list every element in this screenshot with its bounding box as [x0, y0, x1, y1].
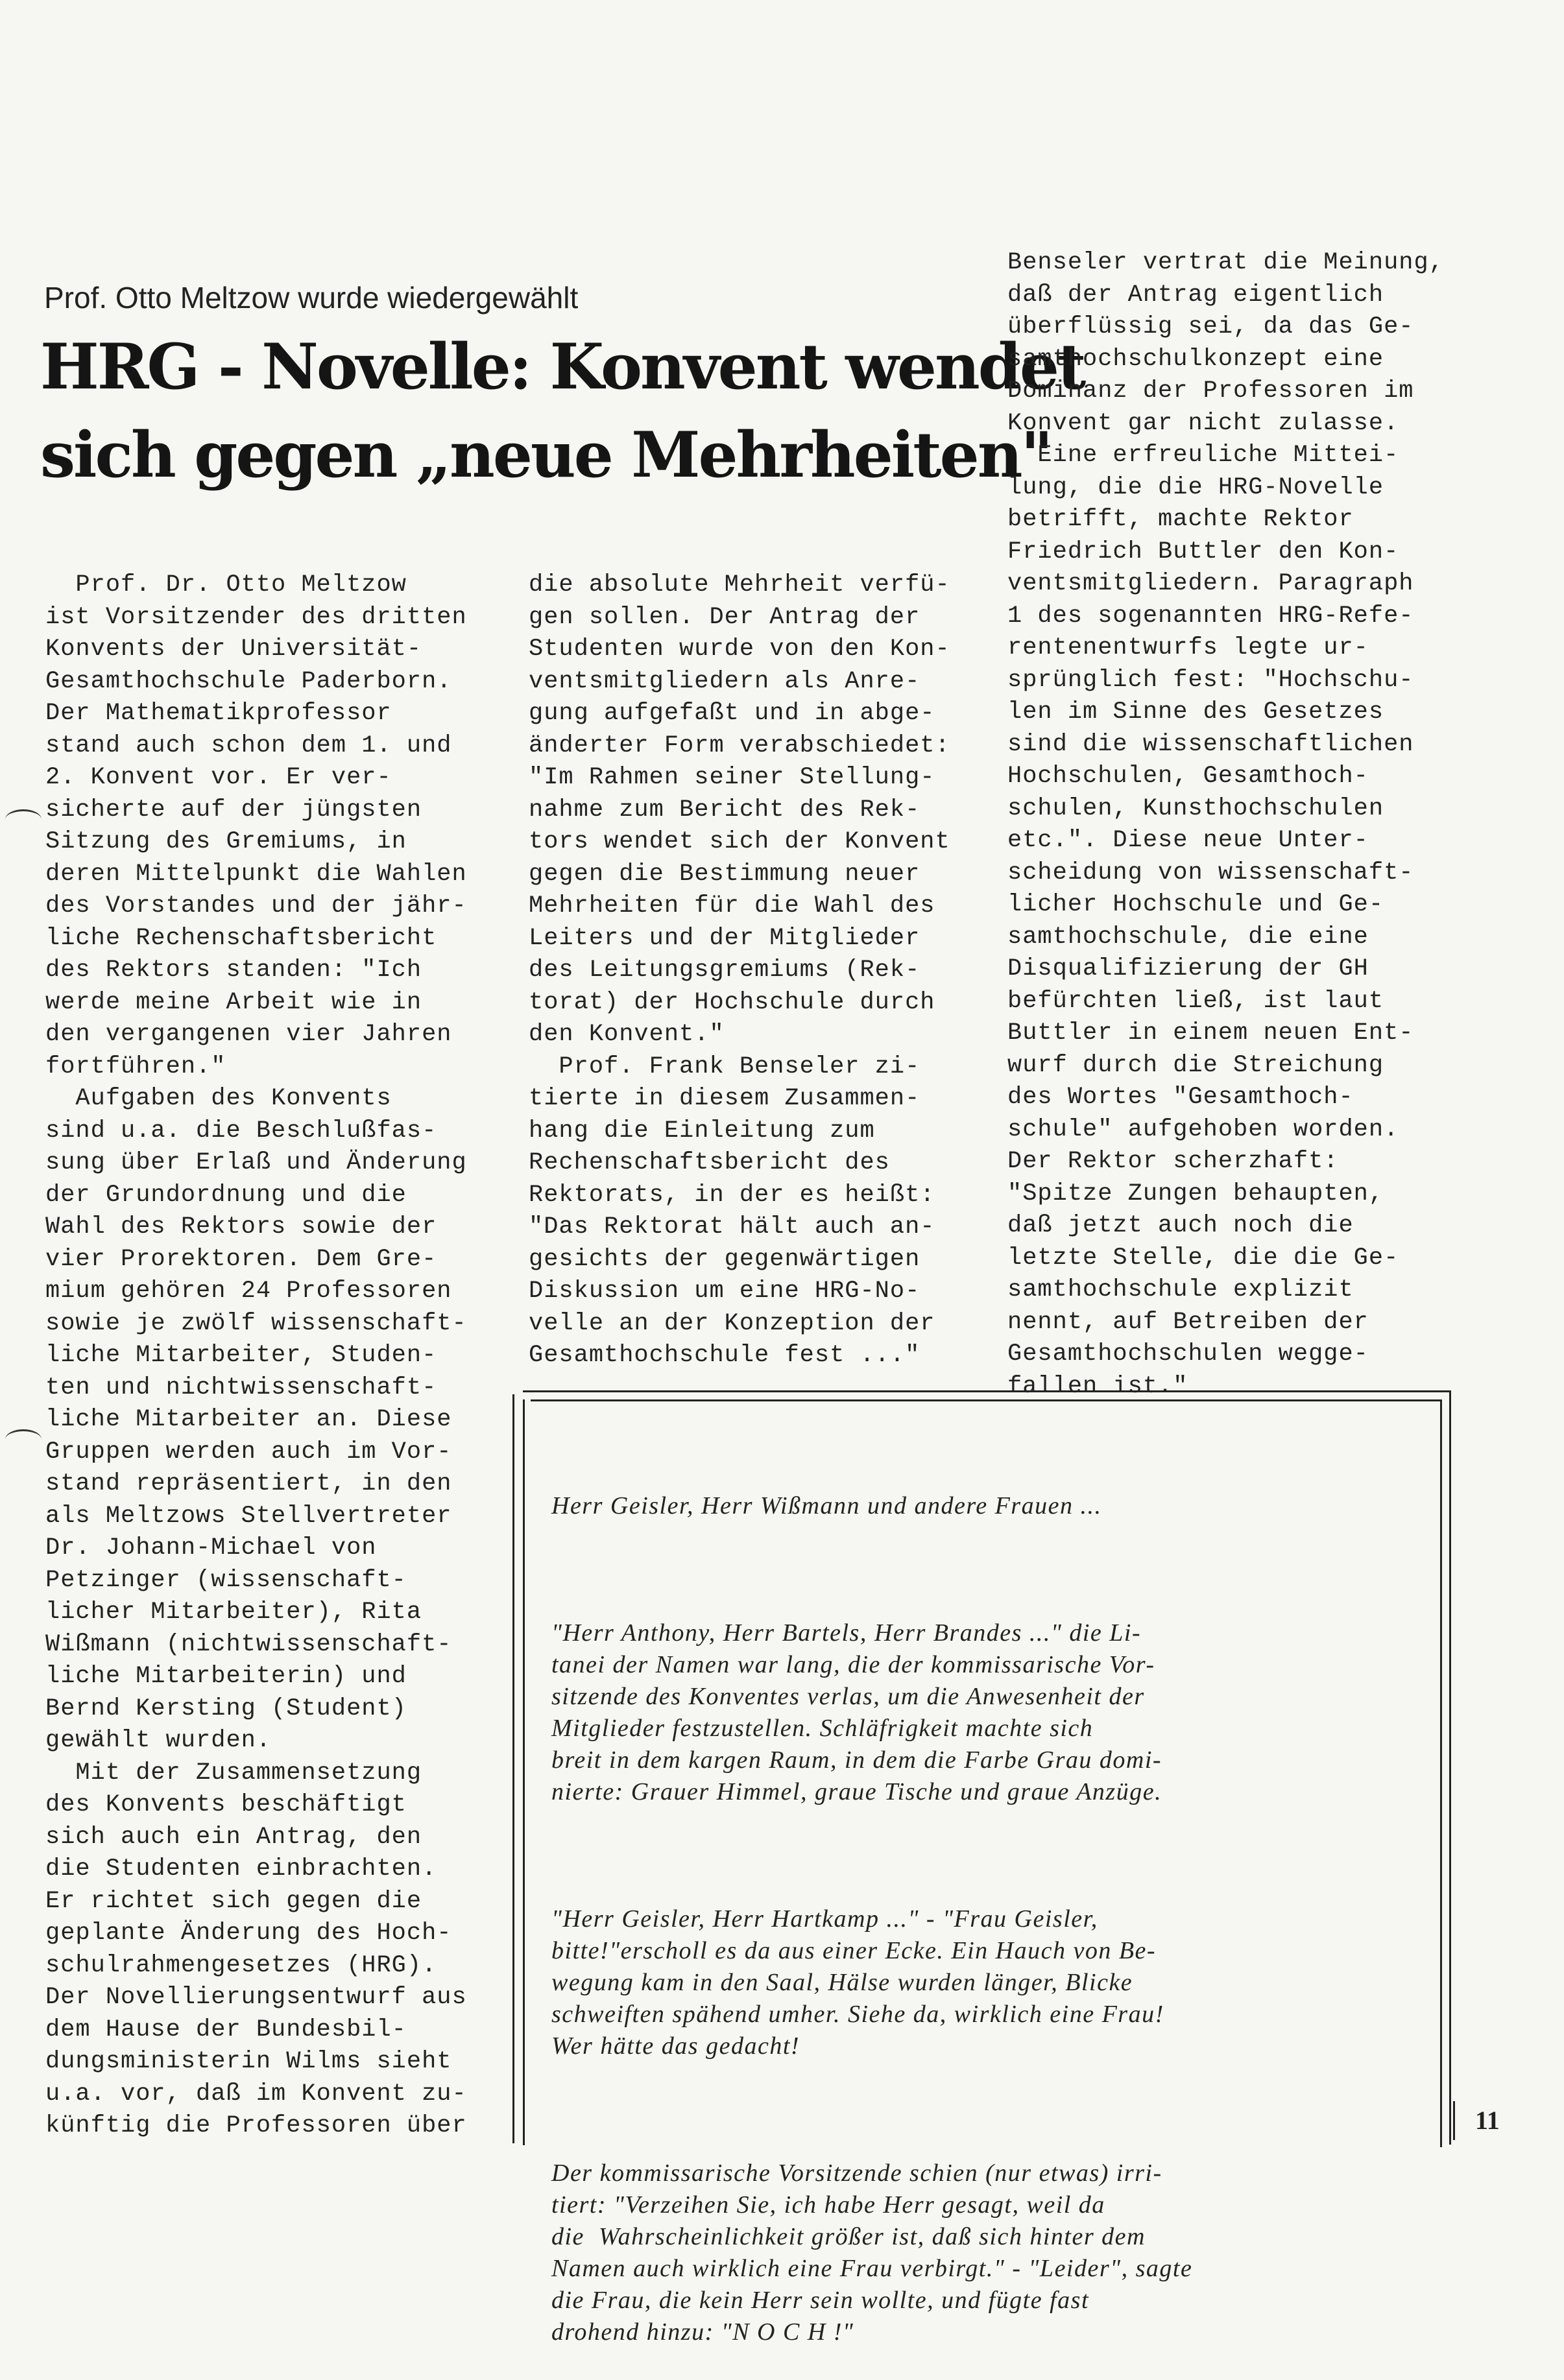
sidebar-box-title: Herr Geisler, Herr Wißmann und andere Frauen ... — [551, 1492, 1102, 1519]
article-column-1: Prof. Dr. Otto Meltzow ist Vorsitzender des dritten Konvents der Universität- Gesamthochschule Paderborn. Der Mathematikprofessor stand auch schon dem 1. und 2. Konvent vor. Er ver- sicherte auf der jüngsten Sitzung des Gremiums, in deren Mittelpunkt die Wahlen des Vorstandes und der jähr- liche Rechenschaftsbericht des Rektors standen: "Ich werde meine Arbeit wie in den vergangenen vier Jahren fortführen." Aufgaben des Konvents sind u.a. die Beschlußfas- sung über Erlaß und Änderung der Grundordnung und die Wahl des Rektors sowie der vier Prorektoren. Dem Gre- mium gehören 24 Professoren sowie je zwölf wissenschaft- liche Mitarbeiter, Studen- ten und nichtwissenschaft- liche Mitarbeiter an. Diese Gruppen werden auch im Vor- stand repräsentiert, in den als Meltzows Stellvertreter Dr. Johann-Michael von Petzinger (wissenschaft- licher Mitarbeiter), Rita Wißmann (nichtwissenschaft- liche Mitarbeiterin) und Bernd Kersting (Student) gewählt wurden. Mit der Zusammensetzung des Konvents beschäftigt sich auch ein Antrag, den die Studenten einbrachten. Er richtet sich gegen die geplante Änderung des Hoch- schulrahmengesetzes (HRG). Der Novellierungsentwurf aus dem Hause der Bundesbil- dungsministerin Wilms sieht u.a. vor, daß im Konvent zu- künftig die Professoren über — [45, 571, 467, 2139]
sidebar-box-paragraph: Der kommissarische Vorsitzende schien (nur etwas) irri- tiert: "Verzeihen Sie, ich habe Herr gesagt, weil da die Wahrscheinlichkeit größer ist, daß sich hinter dem Namen auch wirklich eine Frau verbirgt." - "Leider", sagte die Frau, die kein Herr sein wollte, und fügte fast drohend hinzu: "N O C H !" — [551, 2160, 1193, 2346]
sidebar-box-paragraph: "Herr Anthony, Herr Bartels, Herr Brandes ..." die Li- tanei der Namen war lang, die der kommissarische Vor- sitzende des Konventes verlas, um die Anwesenheit der Mitglieder festzustellen. Schläfrigkeit machte sich breit in dem kargen Raum, in dem die Farbe Grau domi- nierte: Grauer Himmel, graue Tische und graue Anzüge. — [551, 1619, 1162, 1805]
sidebar-box-right-rule — [1453, 2101, 1455, 2140]
article-column-3: Benseler vertrat die Meinung, daß der Antrag eigentlich überflüssig sei, da das Ge- samthochschulkonzept eine Dominanz der Professoren im Konvent gar nicht zulasse. Eine erfreuliche Mittei- lung, die die HRG-Novelle betrifft, machte Rektor Friedrich Buttler den Kon- ventsmitgliedern. Paragraph 1 des sogenannten HRG-Refe- rentenentwurfs legte ur- sprünglich fest: "Hochschu- len im Sinne des Gesetzes sind die wissenschaftlichen Hochschulen, Gesamthoch- schulen, Kunsthochschulen etc.". Diese neue Unter- scheidung von wissenschaft- licher Hochschule und Ge- samthochschule, die eine Disqualifizierung der GH befürchten ließ, ist laut Buttler in einem neuen Ent- wurf durch die Streichung des Wortes "Gesamthoch- schule" aufgehoben worden. Der Rektor scherzhaft: "Spitze Zungen behaupten, daß jetzt auch noch die letzte Stelle, die die Ge- samthochschule explizit nennt, auf Betreiben der Gesamthochschulen wegge- fallen ist." — [1007, 249, 1444, 1400]
article-headline: HRG - Novelle: Konvent wendet sich gegen „neue Mehrheiten" — [40, 330, 1085, 492]
sidebar-box-text — [551, 1427, 1440, 2380]
article-column-2: die absolute Mehrheit verfü- gen sollen. Der Antrag der Studenten wurde von den Kon- ventsmitgliedern als Anre- gung aufgefaßt und in abge- änderter Form verabschiedet: "Im Rahmen seiner Stellung- nahme zum Bericht des Rek- tors wendet sich der Konvent gegen die Bestimmung neuer Mehrheiten für die Wahl des Leiters und der Mitglieder des Leitungsgremiums (Rek- torat) der Hochschule durch den Konvent." Prof. Frank Benseler zi- tierte in diesem Zusammen- hang die Einleitung zum Rechenschaftsbericht des Rektorats, in der es heißt: "Das Rektorat hält auch an- gesichts der gegenwärtigen Diskussion um eine HRG-No- velle an der Konzeption der Gesamthochschule fest ..." — [529, 571, 950, 1369]
margin-mark — [5, 809, 42, 829]
article-kicker: Prof. Otto Meltzow wurde wiedergewählt — [44, 281, 579, 315]
sidebar-box-left-rule — [512, 1394, 514, 2143]
sidebar-box-left-rule — [523, 1399, 525, 2145]
page-number: 11 — [1475, 2106, 1500, 2135]
sidebar-box-paragraph: "Herr Geisler, Herr Hartkamp ..." - "Frau Geisler, bitte!"erscholl es da aus einer Ecke. Ein Hauch von Be- wegung kam in den Saal, Hälse wurden länger, Blicke schweiften spähend umher. Siehe da, wirklich eine Frau! Wer hätte das gedacht! — [551, 1905, 1164, 2060]
margin-mark — [5, 1429, 42, 1449]
